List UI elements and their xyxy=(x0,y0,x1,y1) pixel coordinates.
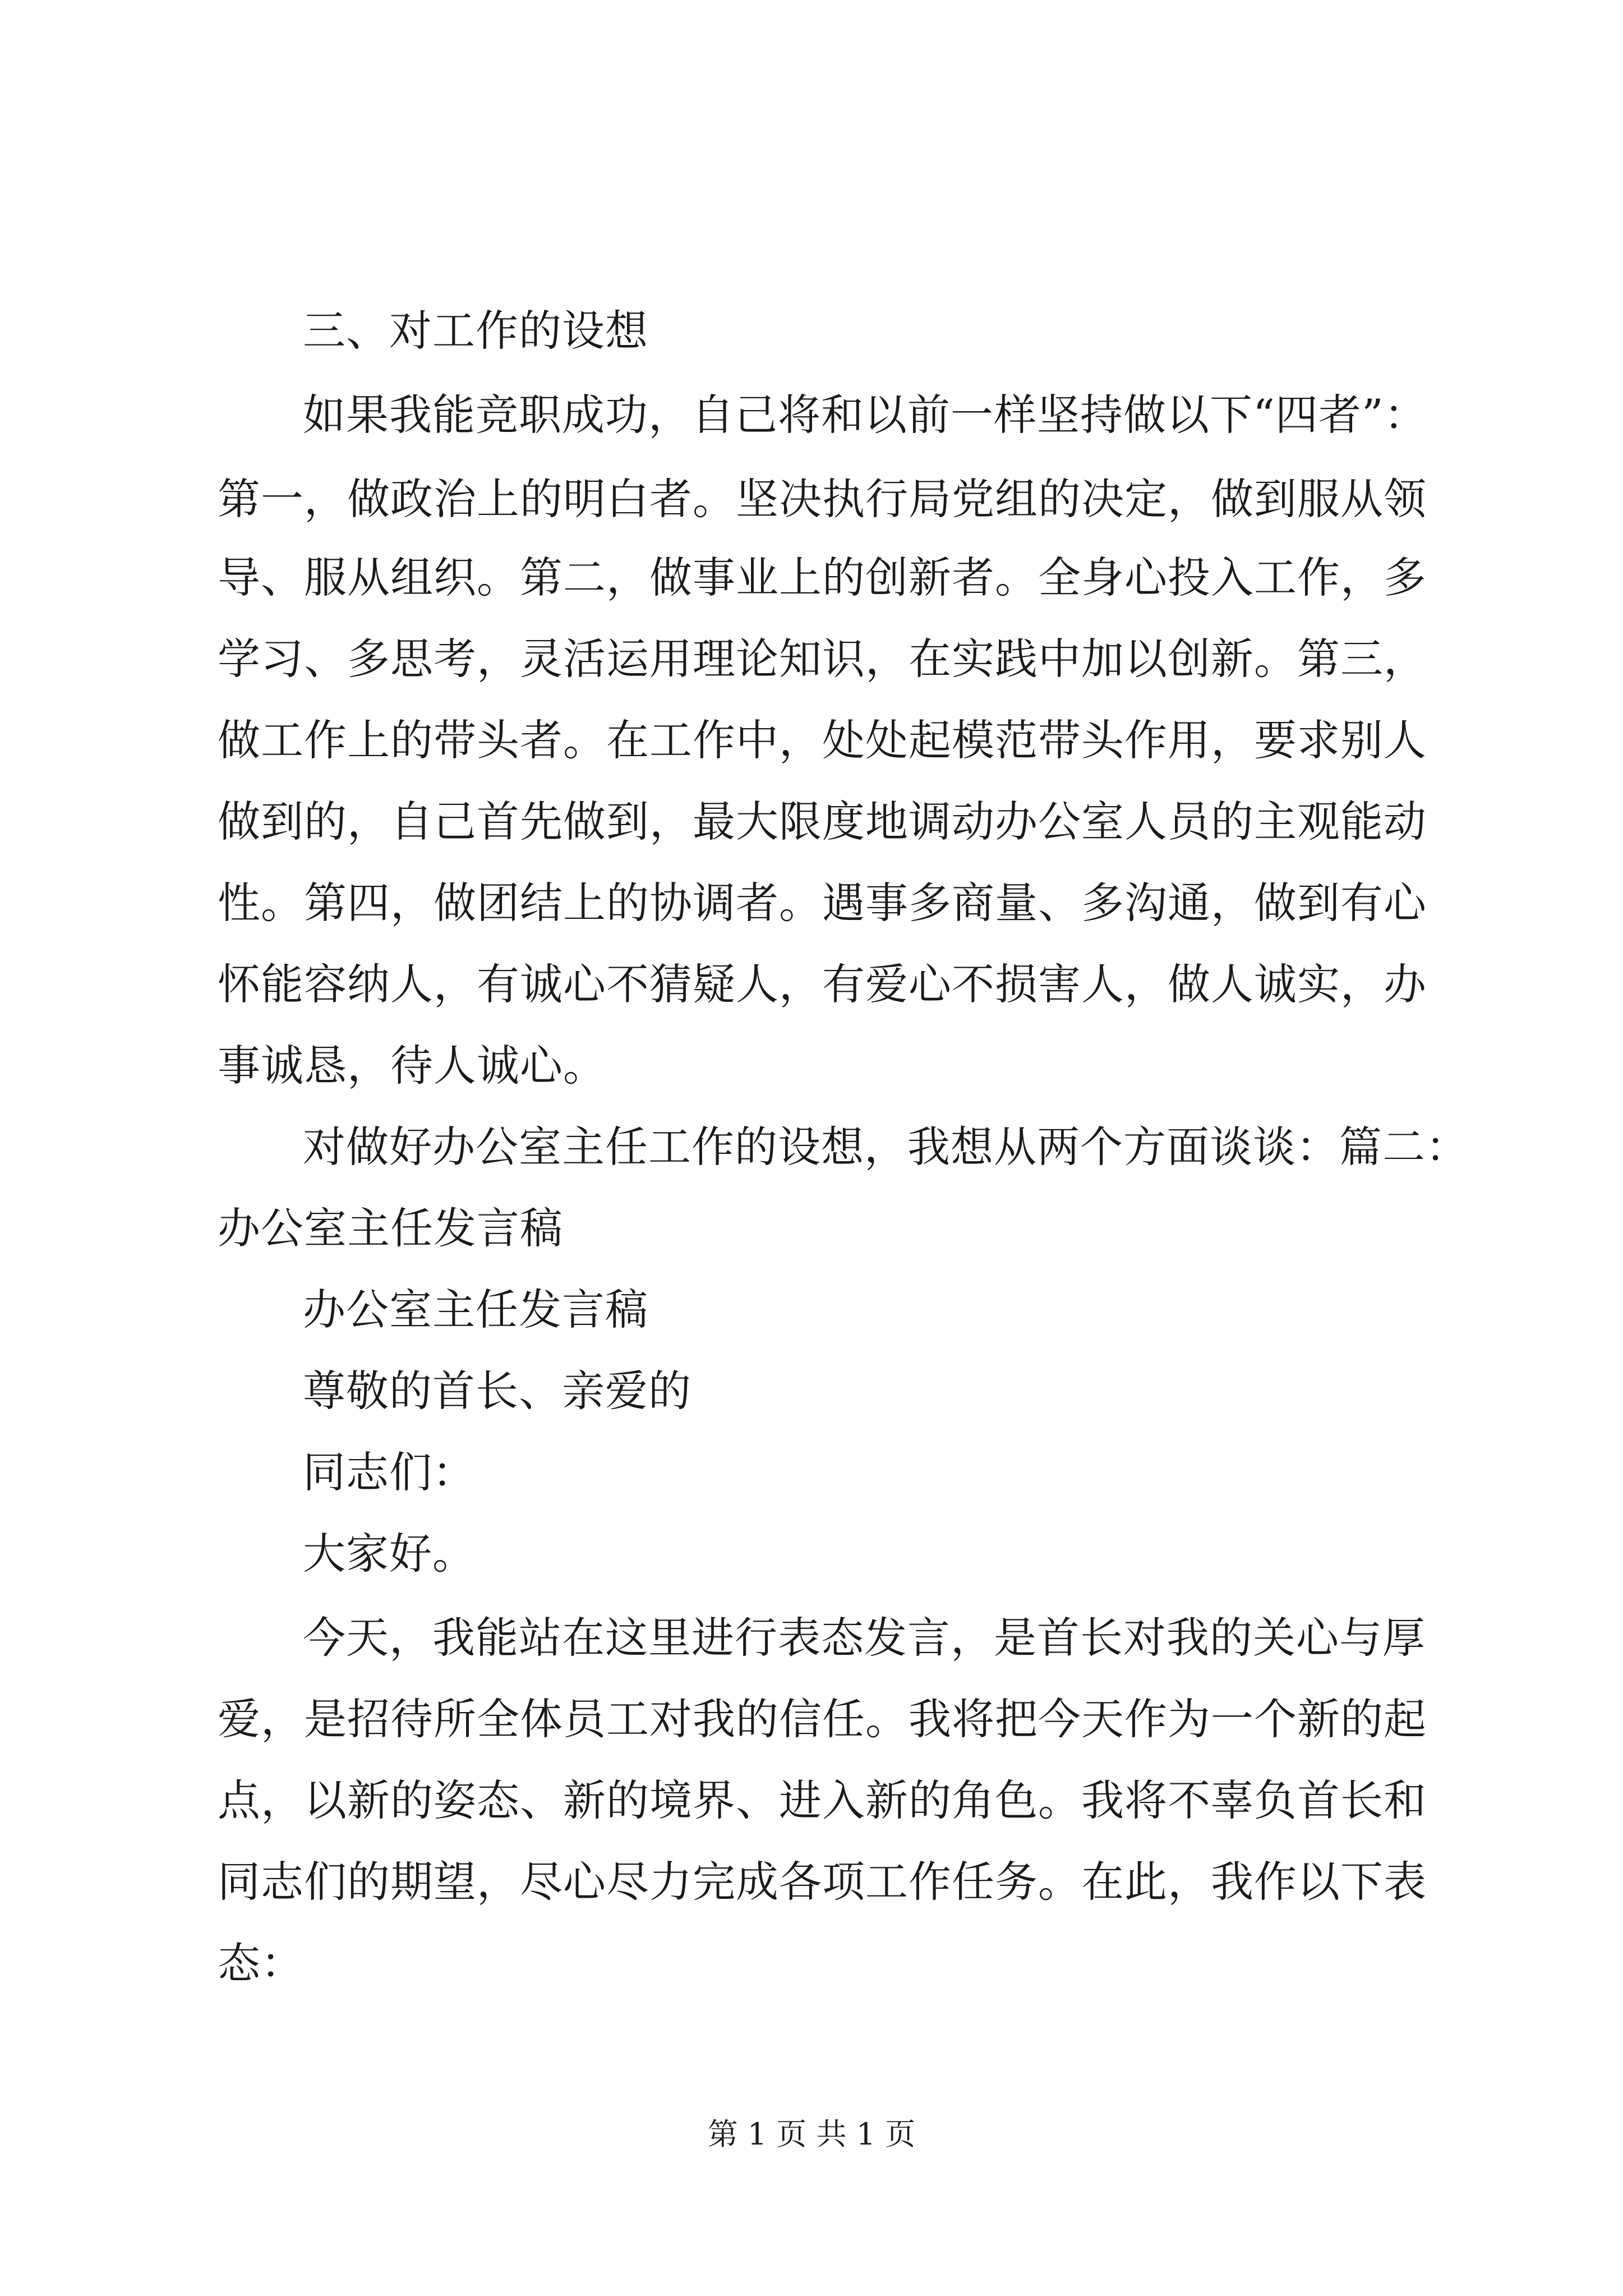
paragraph-line: 如果我能竞职成功，自己将和以前一样坚持做以下“四者”： xyxy=(303,390,1427,440)
paragraph-line: 做工作上的带头者。在工作中，处处起模范带头作用，要求别人 xyxy=(218,715,1427,765)
paragraph-line: 性。第四，做团结上的协调者。遇事多商量、多沟通，做到有心 xyxy=(218,878,1427,928)
paragraph-line: 同志们的期望，尽心尽力完成各项工作任务。在此，我作以下表 xyxy=(218,1857,1427,1907)
salutation-line: 尊敬的首长、亲爱的 xyxy=(303,1366,691,1416)
paragraph-line: 对做好办公室主任工作的设想，我想从两个方面谈谈：篇二： xyxy=(303,1122,1469,1172)
salutation-line: 同志们： xyxy=(303,1447,476,1497)
paragraph-line: 爱，是招待所全体员工对我的信任。我将把今天作为一个新的起 xyxy=(218,1694,1427,1744)
section-heading: 三、对工作的设想 xyxy=(303,306,648,356)
paragraph-line: 办公室主任发言稿 xyxy=(218,1203,563,1253)
paragraph-line: 做到的，自己首先做到，最大限度地调动办公室人员的主观能动 xyxy=(218,797,1427,846)
paragraph-line: 点，以新的姿态、新的境界、进入新的角色。我将不辜负首长和 xyxy=(218,1775,1427,1825)
speech-title: 办公室主任发言稿 xyxy=(303,1285,648,1335)
paragraph-line: 第一，做政治上的明白者。坚决执行局党组的决定，做到服从领 xyxy=(218,474,1427,524)
paragraph-line: 事诚恳，待人诚心。 xyxy=(218,1041,606,1091)
page-footer: 第 1 页 共 1 页 xyxy=(707,2116,916,2152)
greeting-line: 大家好。 xyxy=(303,1529,476,1579)
paragraph-line: 怀能容纳人，有诚心不猜疑人，有爱心不损害人，做人诚实，办 xyxy=(218,959,1427,1009)
paragraph-line: 导、服从组织。第二，做事业上的创新者。全身心投入工作，多 xyxy=(218,553,1427,602)
paragraph-line: 态： xyxy=(218,1938,304,1988)
paragraph-line: 今天，我能站在这里进行表态发言，是首长对我的关心与厚 xyxy=(303,1613,1426,1663)
paragraph-line: 学习、多思考，灵活运用理论知识，在实践中加以创新。第三， xyxy=(218,634,1427,684)
